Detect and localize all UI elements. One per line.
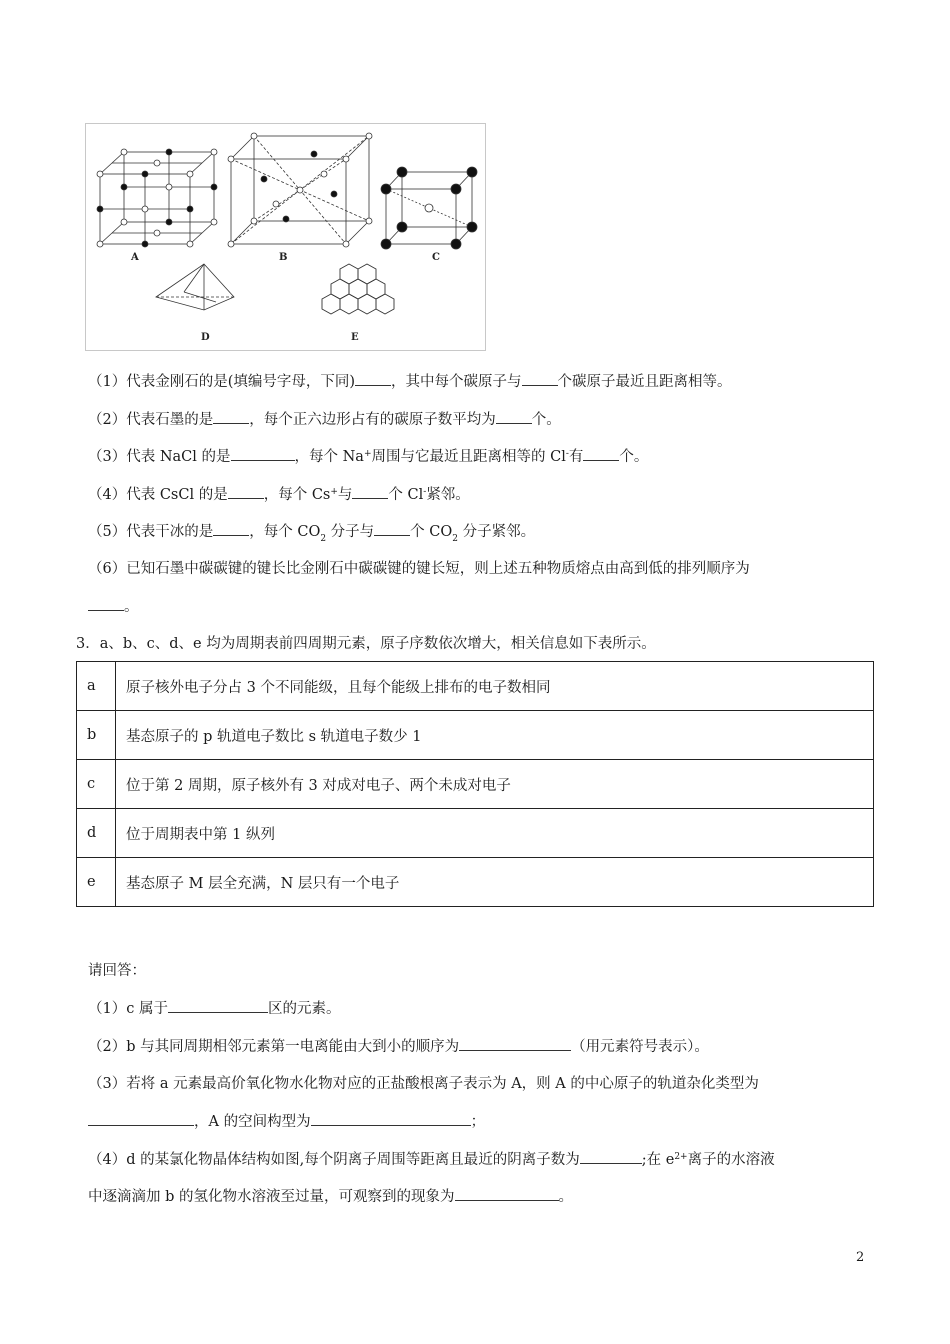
q2-sub3: （3）代表 NaCl 的是 ，每个 Na+周围与它最近且距离相等的 Cl-有 个。	[88, 446, 648, 469]
answer-blank[interactable]	[311, 1111, 471, 1126]
table-row	[77, 662, 874, 711]
table-cell-info: 位于第 2 周期，原子核外有 3 对成对电子、两个未成对电子	[116, 760, 874, 809]
answer-blank[interactable]	[455, 1186, 559, 1201]
q2-sub6-line2: 。	[88, 596, 139, 617]
q3-prompt: 请回答：	[88, 963, 146, 979]
answer-blank[interactable]	[88, 1111, 194, 1126]
figure-label-a: A	[131, 252, 139, 263]
page-number: 2	[856, 1250, 865, 1265]
answer-blank[interactable]	[88, 596, 124, 611]
figure-label-e: E	[351, 332, 359, 343]
answer-blank[interactable]	[522, 371, 558, 386]
q3-intro: 3．a、b、c、d、e 均为周期表前四周期元素，原子序数依次增大，相关信息如下表所示。	[76, 636, 656, 652]
q3-sub1: （1）c 属于 区的元素。	[88, 998, 340, 1019]
table-cell-info: 原子核外电子分占 3 个不同能级，且每个能级上排布的电子数相同	[116, 662, 874, 711]
table-row	[77, 809, 874, 858]
structure-d-tetrahedron	[156, 264, 234, 310]
crystal-structures-drawing	[86, 124, 487, 352]
figure-label-c: C	[432, 252, 440, 263]
answer-blank[interactable]	[231, 446, 295, 461]
structure-a-nacl	[97, 149, 217, 247]
answer-blank[interactable]	[459, 1036, 571, 1051]
q2-sub6-line1: （6）已知石墨中碳碳键的键长比金刚石中碳碳键的键长短，则上述五种物质熔点由高到低的排列顺序为	[88, 561, 750, 577]
q3-sub3-line2: ，A 的空间构型为 ；	[88, 1111, 485, 1132]
table-cell-key: b	[77, 711, 116, 760]
figure-label-b: B	[279, 252, 288, 263]
table-cell-info: 位于周期表中第 1 纵列	[116, 809, 874, 858]
table-cell-key: e	[77, 858, 116, 907]
structure-c-cscl	[381, 167, 477, 249]
q3-sub4-line1: （4）d 的某氯化物晶体结构如图,每个阴离子周围等距离且最近的阴离子数为 ;在 $e^{2+}$离子的水溶液	[88, 1149, 775, 1172]
table-row	[77, 711, 874, 760]
answer-blank[interactable]	[583, 446, 619, 461]
answer-blank[interactable]	[168, 998, 268, 1013]
q2-sub2: （2）代表石墨的是 ，每个正六边形占有的碳原子数平均为 个。	[88, 409, 561, 430]
answer-blank[interactable]	[580, 1149, 642, 1164]
q3-sub3-line1: （3）若将 a 元素最高价氧化物水化物对应的正盐酸根离子表示为 A，则 A 的中心原子的轨道杂化类型为	[88, 1076, 759, 1092]
table-cell-info: 基态原子 M 层全充满，N 层只有一个电子	[116, 858, 874, 907]
table-row	[77, 760, 874, 809]
answer-blank[interactable]	[355, 371, 391, 386]
answer-blank[interactable]	[228, 484, 264, 499]
q2-sub1: （1）代表金刚石的是(填编号字母，下同) ，其中每个碳原子与 个碳原子最近且距离相等。	[88, 371, 732, 392]
q2-sub4: （4）代表 CsCl 的是 ，每个 Cs+与 个 Cl-紧邻。	[88, 484, 470, 507]
answer-blank[interactable]	[213, 521, 249, 536]
element-info-table	[76, 661, 874, 907]
table-cell-key: a	[77, 662, 116, 711]
structure-b-diamond	[228, 133, 372, 247]
answer-blank[interactable]	[374, 521, 410, 536]
table-cell-info: 基态原子的 p 轨道电子数比 s 轨道电子数少 1	[116, 711, 874, 760]
q2-sub5: （5）代表干冰的是 ，每个 $CO_2$ 分子与 个 $CO_2$ 分子紧邻。	[88, 521, 535, 544]
q3-sub4-line2: 中逐滴滴加 b 的氢化物水溶液至过量，可观察到的现象为 。	[88, 1186, 573, 1207]
crystal-structures-figure	[85, 123, 486, 351]
table-cell-key: d	[77, 809, 116, 858]
q3-sub2: （2）b 与其同周期相邻元素第一电离能由大到小的顺序为 （用元素符号表示）。	[88, 1036, 709, 1057]
figure-label-d: D	[201, 332, 210, 343]
answer-blank[interactable]	[496, 409, 532, 424]
answer-blank[interactable]	[352, 484, 388, 499]
table-row	[77, 858, 874, 907]
structure-e-graphite	[322, 264, 394, 314]
table-cell-key: c	[77, 760, 116, 809]
answer-blank[interactable]	[213, 409, 249, 424]
